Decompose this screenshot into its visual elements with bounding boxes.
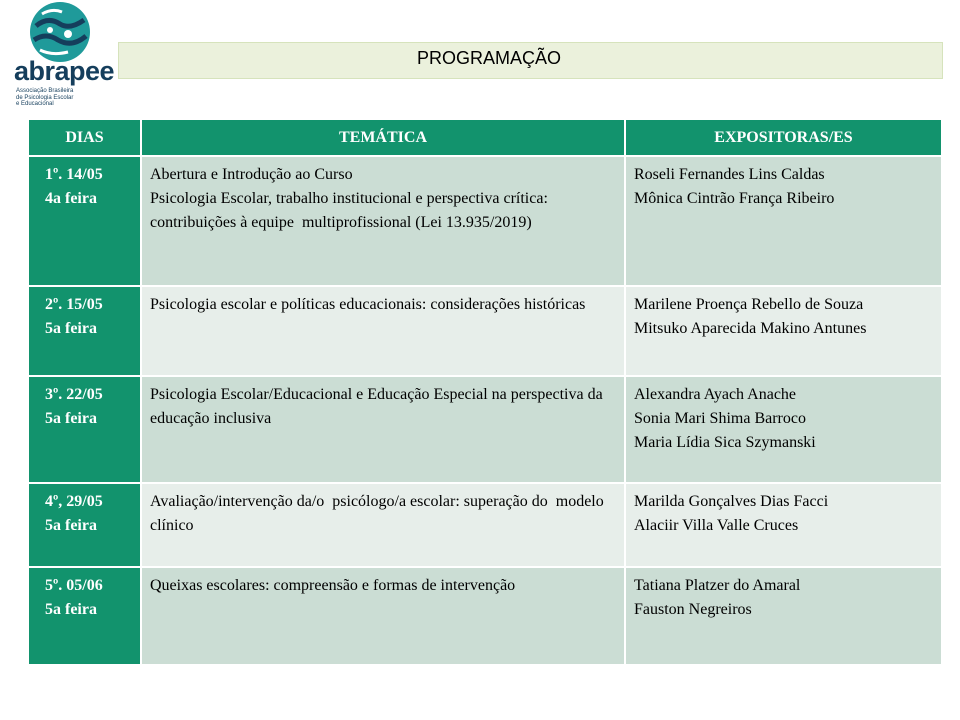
speaker-name: Alexandra Ayach Anache bbox=[634, 386, 797, 403]
topic-text: Queixas escolares: compreensão e formas de intervenção bbox=[150, 577, 516, 594]
day-cell bbox=[28, 376, 141, 483]
day-weekday: 4a feira bbox=[45, 190, 97, 207]
speaker-name: Tatiana Platzer do Amaral bbox=[634, 577, 801, 594]
logo-wordmark: abrapee bbox=[14, 56, 115, 86]
speakers-cell bbox=[625, 156, 942, 286]
abrapee-logo bbox=[8, 0, 118, 110]
topic-cell bbox=[141, 376, 625, 483]
header-days: DIAS bbox=[28, 119, 141, 156]
day-cell bbox=[28, 286, 141, 376]
speaker-name: Sonia Mari Shima Barroco bbox=[634, 410, 806, 427]
speaker-name: Fauston Negreiros bbox=[634, 601, 752, 618]
topic-text: Psicologia escolar e políticas educacionais: considerações históricas bbox=[150, 296, 586, 313]
topic-cell bbox=[141, 567, 625, 665]
logo-subtitle-line: e Educacional bbox=[16, 101, 54, 107]
table-row bbox=[28, 483, 942, 567]
day-cell bbox=[28, 156, 141, 286]
day-weekday: 5a feira bbox=[45, 410, 97, 427]
day-date: 3º. 22/05 bbox=[45, 386, 103, 403]
table-row bbox=[28, 567, 942, 665]
day-date: 1º. 14/05 bbox=[45, 166, 103, 183]
logo-subtitle-line: Associação Brasileira bbox=[16, 88, 74, 94]
speakers-cell bbox=[625, 567, 942, 665]
table-header-row bbox=[28, 119, 942, 156]
schedule-table bbox=[27, 118, 943, 666]
day-date: 5º. 05/06 bbox=[45, 577, 103, 594]
topic-cell bbox=[141, 286, 625, 376]
speaker-name: Maria Lídia Sica Szymanski bbox=[634, 434, 816, 451]
speakers-cell bbox=[625, 286, 942, 376]
day-cell bbox=[28, 483, 141, 567]
topic-text: Avaliação/intervenção da/o psicólogo/a escolar: superação do modelo clínico bbox=[150, 493, 608, 534]
speaker-name: Roseli Fernandes Lins Caldas bbox=[634, 166, 825, 183]
speakers-cell bbox=[625, 483, 942, 567]
page-title: PROGRAMAÇÃO bbox=[417, 48, 562, 68]
speaker-name: Marilene Proença Rebello de Souza bbox=[634, 296, 864, 313]
day-cell bbox=[28, 567, 141, 665]
day-weekday: 5a feira bbox=[45, 601, 97, 618]
day-weekday: 5a feira bbox=[45, 517, 97, 534]
day-date: 4º, 29/05 bbox=[45, 493, 103, 510]
topic-cell bbox=[141, 483, 625, 567]
speaker-name: Mônica Cintrão França Ribeiro bbox=[634, 190, 835, 207]
speaker-name: Mitsuko Aparecida Makino Antunes bbox=[634, 320, 867, 337]
topic-cell bbox=[141, 156, 625, 286]
speaker-name: Marilda Gonçalves Dias Facci bbox=[634, 493, 829, 510]
day-date: 2º. 15/05 bbox=[45, 296, 103, 313]
table-row bbox=[28, 156, 942, 286]
logo-subtitle-line: de Psicologia Escolar bbox=[16, 94, 74, 101]
header-topic: TEMÁTICA bbox=[141, 119, 625, 156]
day-weekday: 5a feira bbox=[45, 320, 97, 337]
abrapee-emblem-icon bbox=[28, 0, 92, 64]
topic-text: Psicologia Escolar/Educacional e Educação Especial na perspectiva da educação inclusiva bbox=[150, 386, 607, 427]
header-speakers: EXPOSITORAS/ES bbox=[625, 119, 942, 156]
topic-text: Abertura e Introdução ao Curso Psicologia Escolar, trabalho institucional e perspectiva crítica: contribuições à equipe multiprofissional (Lei 13.935/2019) bbox=[150, 166, 548, 231]
speakers-cell bbox=[625, 376, 942, 483]
table-row bbox=[28, 376, 942, 483]
table-row bbox=[28, 286, 942, 376]
logo-subtitle bbox=[16, 88, 116, 108]
speaker-name: Alaciir Villa Valle Cruces bbox=[634, 517, 799, 534]
